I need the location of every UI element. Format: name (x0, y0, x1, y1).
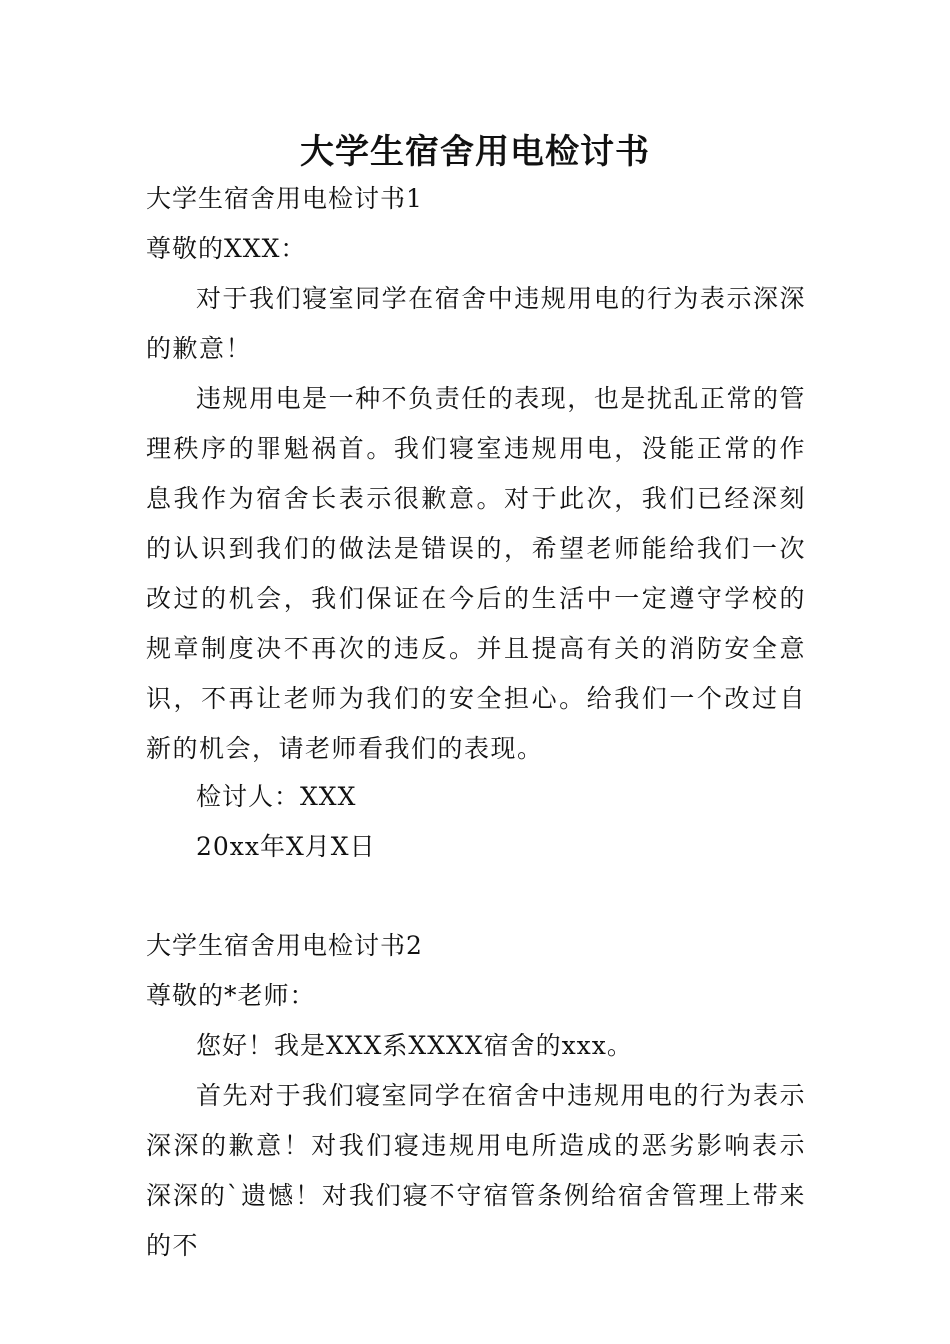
letter1-paragraph2: 违规用电是一种不负责任的表现，也是扰乱正常的管理秩序的罪魁祸首。我们寝室违规用电，没能正常的作息我作为宿舍长表示很歉意。对于此次，我们已经深刻的认识到我们的做法是错误的，希望老师能给我们一次改过的机会，我们保证在今后的生活中一定遵守学校的规章制度决不再次的违反。并且提高有关的消防安全意识，不再让老师为我们的安全担心。给我们一个改过自新的机会，请老师看我们的表现。 (146, 384, 806, 763)
letter2-greeting: 您好！我是XXX系XXXX宿舍的xxx。 (196, 1031, 633, 1060)
document-title: 大学生宿舍用电检讨书 (300, 132, 650, 172)
letter2-paragraph1: 首先对于我们寝室同学在宿舍中违规用电的行为表示深深的歉意！对我们寝违规用电所造成的恶劣影响表示深深的`遗憾！对我们寝不守宿管条例给宿舍管理上带来的不 (146, 1081, 806, 1260)
letter2-heading: 大学生宿舍用电检讨书2 (146, 931, 423, 960)
letter1-paragraph1: 对于我们寝室同学在宿舍中违规用电的行为表示深深的歉意！ (146, 284, 806, 363)
letter1-signer: 检讨人：XXX (196, 782, 357, 811)
letter1-salutation: 尊敬的XXX： (146, 234, 307, 263)
letter1-heading: 大学生宿舍用电检讨书1 (146, 184, 423, 213)
letter1-date: 20xx年X月X日 (196, 832, 376, 861)
letter2-salutation: 尊敬的*老师： (146, 981, 316, 1010)
